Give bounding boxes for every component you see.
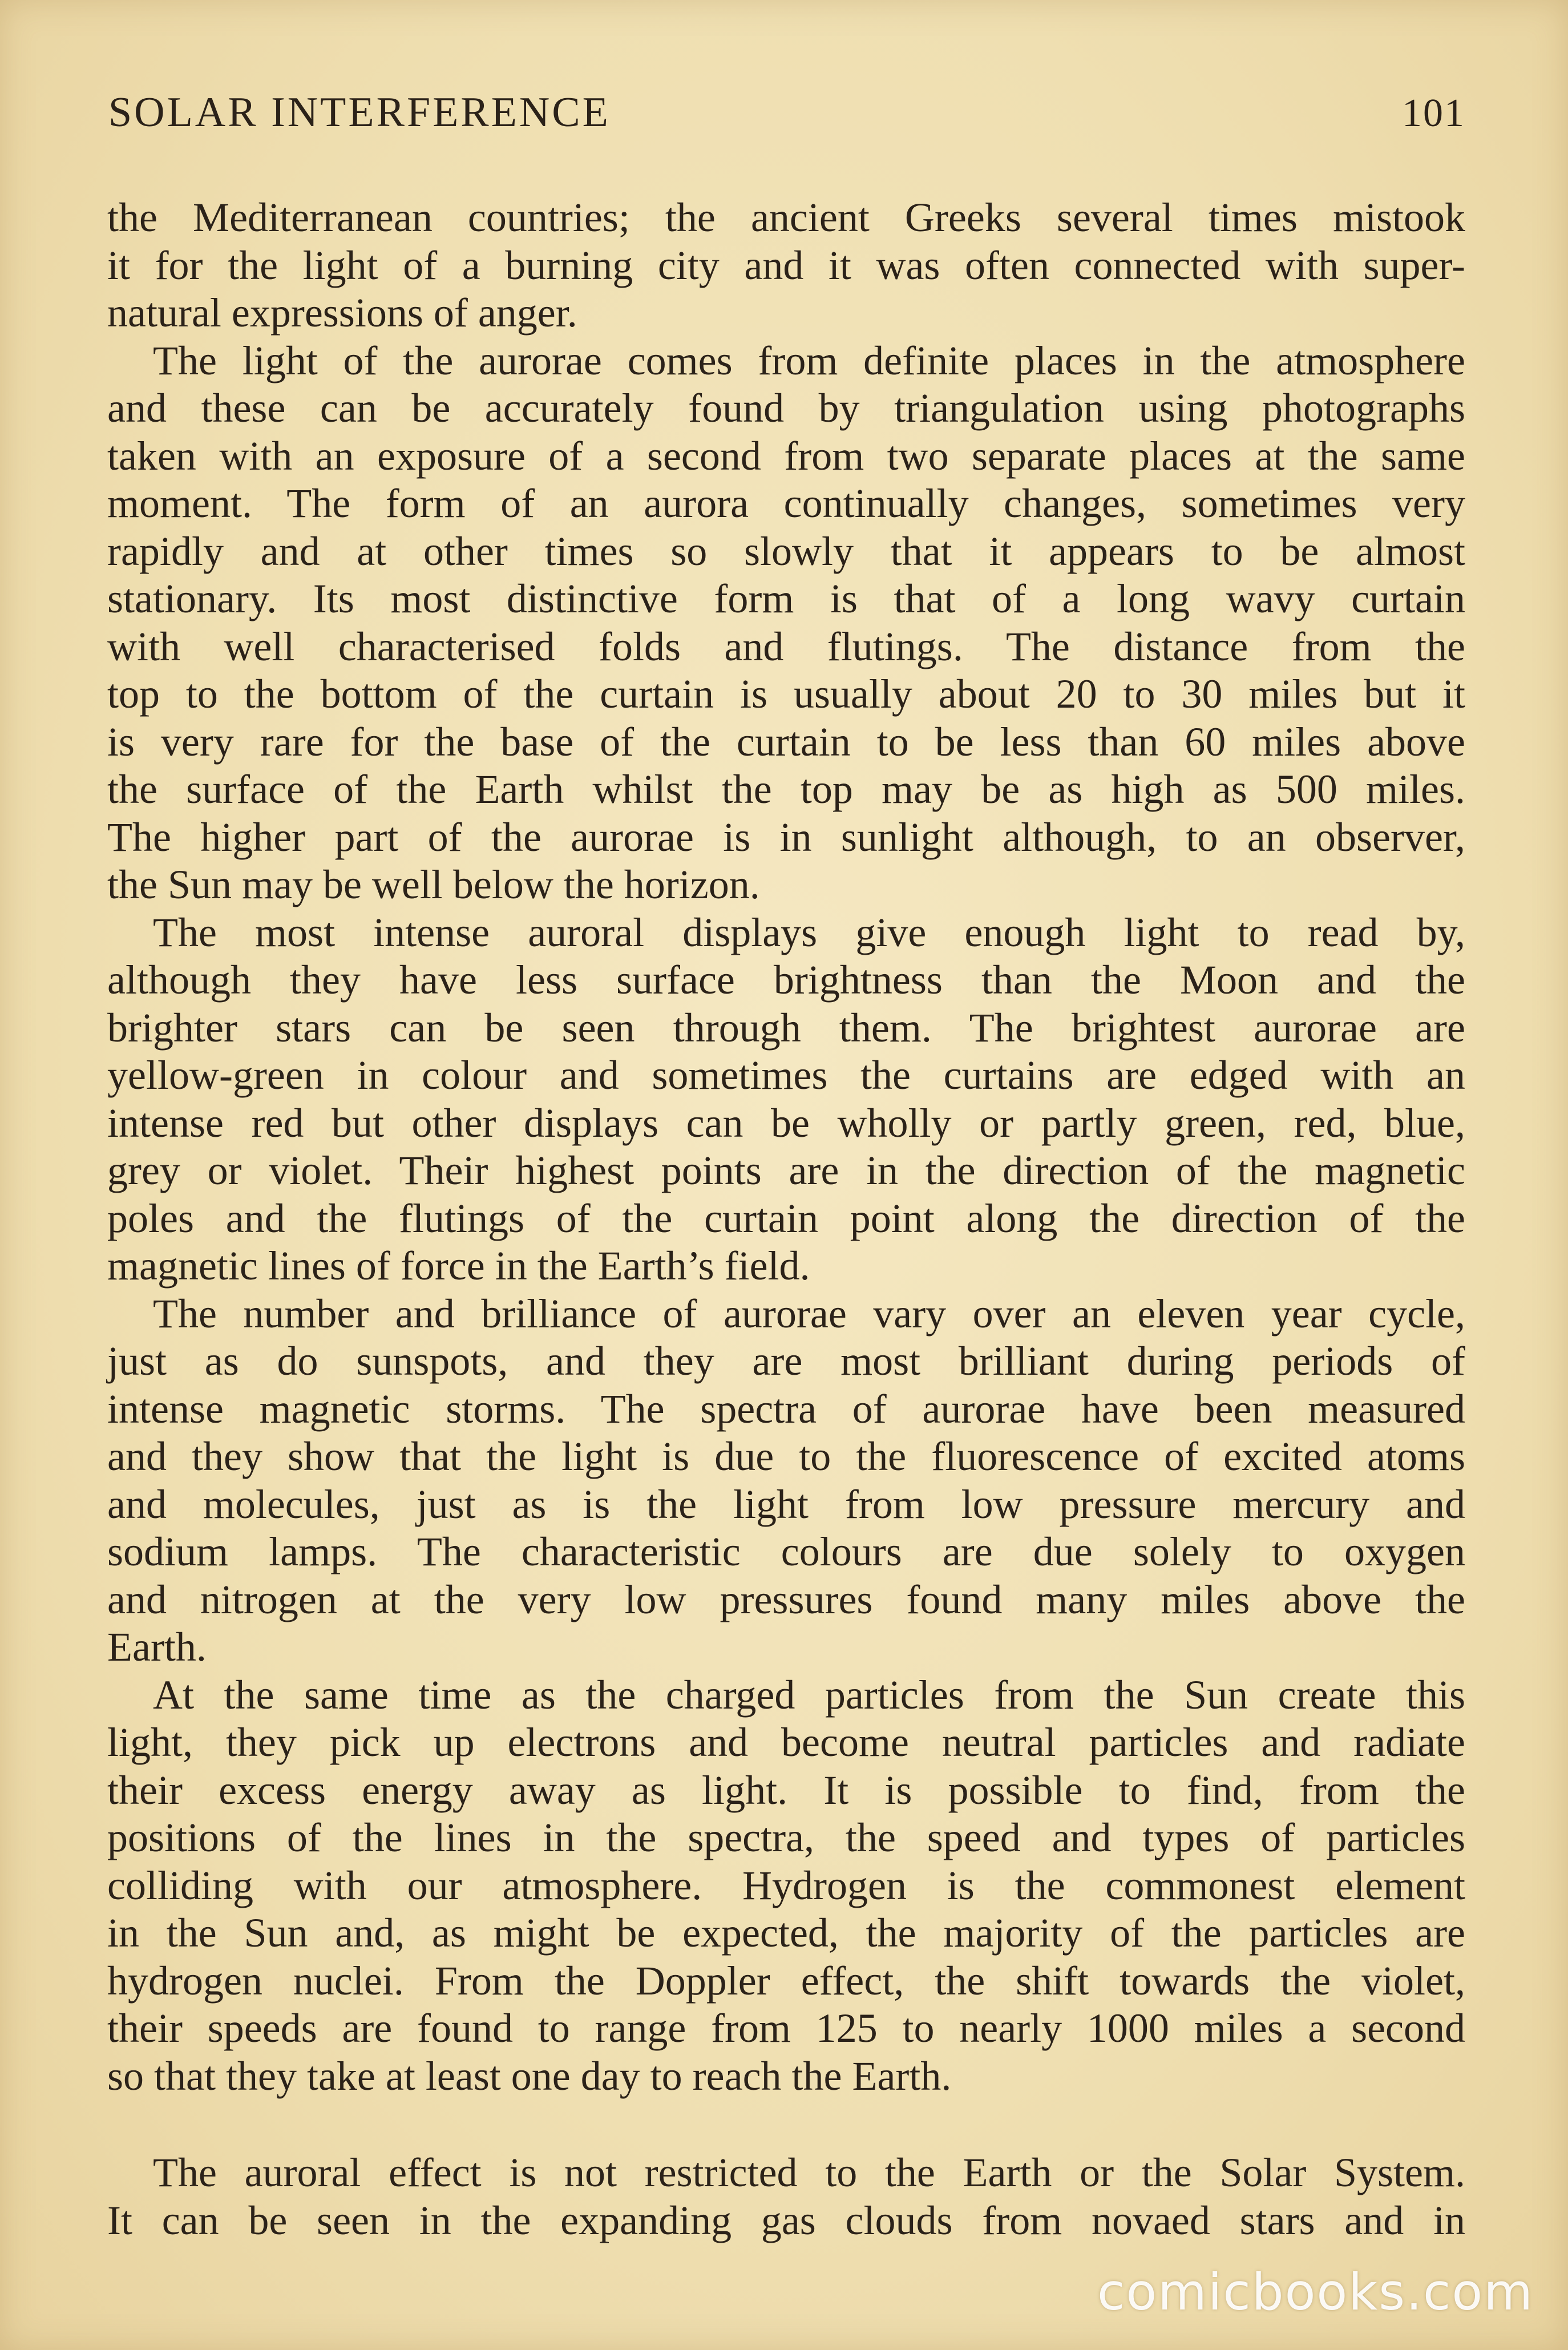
body-text xyxy=(107,194,1465,2244)
text-line: magnetic lines of force in the Earth’s field. xyxy=(107,1243,810,1289)
text-line: poles and the flutings of the curtain point along the direction of the xyxy=(107,1195,1465,1241)
text-line: just as do sunspots, and they are most brilliant during periods of xyxy=(107,1338,1465,1384)
text-line: it for the light of a burning city and it was often connected with super- xyxy=(107,242,1465,288)
text-line: and these can be accurately found by triangulation using photographs xyxy=(107,385,1465,431)
text-line: positions of the lines in the spectra, the speed and types of particles xyxy=(107,1815,1465,1860)
page-number: 101 xyxy=(1402,91,1465,135)
text-line: top to the bottom of the curtain is usually about 20 to 30 miles but it xyxy=(107,671,1465,717)
text-line: moment. The form of an aurora continually changes, sometimes very xyxy=(107,481,1465,526)
text-line: so that they take at least one day to reach the Earth. xyxy=(107,2053,952,2099)
text-line: The higher part of the aurorae is in sunlight although, to an observer, xyxy=(107,814,1465,860)
text-line: the Sun may be well below the horizon. xyxy=(107,862,760,907)
running-head: SOLAR INTERFERENCE xyxy=(108,89,611,136)
text-line: yellow-green in colour and sometimes the curtains are edged with an xyxy=(107,1052,1465,1098)
text-line: in the Sun and, as might be expected, the majority of the particles are xyxy=(107,1910,1465,1956)
paragraph-gap xyxy=(107,2100,1465,2149)
text-line: At the same time as the charged particles from the Sun create this xyxy=(153,1671,1465,1718)
text-line: and molecules, just as is the light from low pressure mercury and xyxy=(107,1481,1465,1527)
text-line: intense red but other displays can be wholly or partly green, red, blue, xyxy=(107,1100,1465,1146)
text-line: Earth. xyxy=(107,1624,207,1670)
text-line: sodium lamps. The characteristic colours are due solely to oxygen xyxy=(107,1529,1465,1574)
text-line: although they have less surface brightness than the Moon and the xyxy=(107,957,1465,1003)
text-line: The light of the aurorae comes from definite places in the atmosphere xyxy=(153,337,1465,383)
text-line: hydrogen nuclei. From the Doppler effect, the shift towards the violet, xyxy=(107,1957,1465,2004)
text-line: the surface of the Earth whilst the top may be as high as 500 miles. xyxy=(107,766,1465,812)
text-line: brighter stars can be seen through them. The brightest aurorae are xyxy=(107,1004,1465,1051)
text-line: the Mediterranean countries; the ancient Greeks several times mistook xyxy=(107,195,1465,240)
text-line: The most intense auroral displays give enough light to read by, xyxy=(153,909,1465,955)
text-line: stationary. Its most distinctive form is that of a long wavy curtain xyxy=(107,576,1465,621)
text-line: colliding with our atmosphere. Hydrogen is the commonest element xyxy=(107,1862,1465,1908)
text-line: and they show that the light is due to the fluorescence of excited atoms xyxy=(107,1434,1465,1479)
text-line: grey or violet. Their highest points are in the direction of the magnetic xyxy=(107,1148,1465,1193)
page-header xyxy=(108,91,1465,154)
text-line: taken with an exposure of a second from two separate places at the same xyxy=(107,433,1465,479)
text-line: their speeds are found to range from 125 to nearly 1000 miles a second xyxy=(107,2005,1465,2051)
text-line: The auroral effect is not restricted to the Earth or the Solar System. xyxy=(153,2150,1465,2195)
text-line: is very rare for the base of the curtain to be less than 60 miles above xyxy=(107,718,1465,765)
text-line: It can be seen in the expanding gas clouds from novaed stars and in xyxy=(107,2197,1465,2243)
text-line: intense magnetic storms. The spectra of aurorae have been measured xyxy=(107,1386,1465,1432)
text-line: natural expressions of anger. xyxy=(107,290,577,336)
text-line: rapidly and at other times so slowly that it appears to be almost xyxy=(107,528,1465,574)
watermark-logo: comicbooks.com xyxy=(1097,2263,1534,2321)
text-line: their excess energy away as light. It is possible to find, from the xyxy=(107,1767,1465,1813)
text-line: with well characterised folds and flutings. The distance from the xyxy=(107,623,1465,669)
text-line: and nitrogen at the very low pressures found many miles above the xyxy=(107,1576,1465,1622)
text-line: The number and brilliance of aurorae vary over an eleven year cycle, xyxy=(153,1290,1465,1336)
text-line: light, they pick up electrons and become neutral particles and radiate xyxy=(107,1719,1465,1765)
